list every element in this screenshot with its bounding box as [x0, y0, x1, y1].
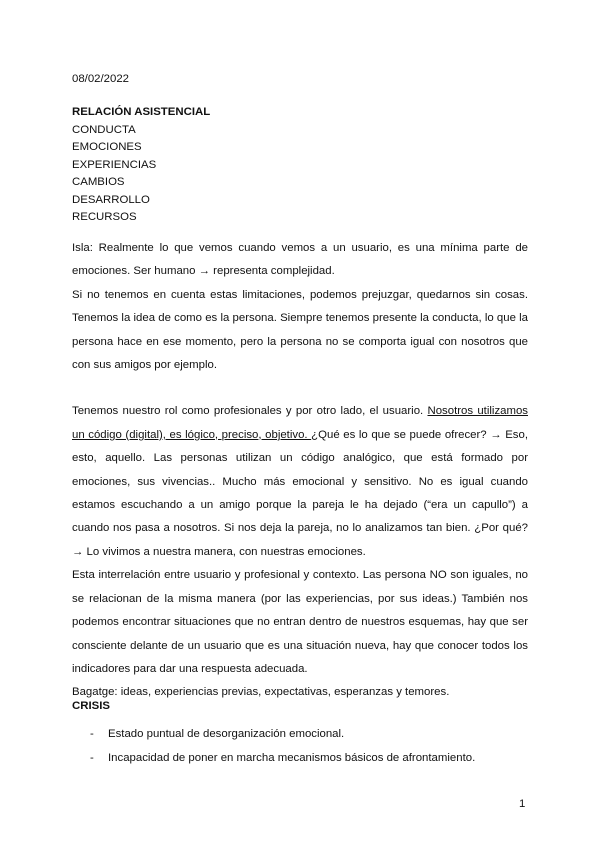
underlined-text: Nosotros utilizamos un código (digital), es lógico, preciso, objetivo.: [72, 405, 528, 441]
list-item: - Estado puntual de desorganización emocional.: [72, 722, 475, 746]
paragraph-bagatge: Bagatge: ideas, experiencias previas, expectativas, esperanzas y temores.: [72, 686, 450, 699]
crisis-heading: CRISIS: [72, 700, 110, 712]
body-text: [72, 237, 528, 705]
topic-item: RECURSOS: [72, 211, 137, 223]
page-number: 1: [519, 798, 526, 810]
topic-item: EXPERIENCIAS: [72, 158, 157, 171]
paragraph-rol-rest: ¿Qué es lo que se puede ofrecer? → Eso, esto, aquello. Las personas utilizan un código analógico, que está formado por emociones, sus vivencias.. Mucho más emocional y sensitivo. No es igual cuando estamos escuchando a un amigo porque la pareja le ha dejado (“era un capullo”) a cuando nos pasa a nosotros. Si nos deja la pareja, no lo analizamos tan bien. ¿Por qué? → Lo vivimos a nuestra manera, con nuestras emociones.: [72, 428, 528, 558]
paragraph-isla: Isla: Realmente lo que vemos cuando vemos a un usuario, es una mínima parte de emociones. Ser humano → representa complejidad.: [72, 242, 528, 278]
crisis-list: [72, 722, 475, 770]
paragraph-gap: [72, 377, 528, 400]
paragraph-rol-start: Tenemos nuestro rol como profesionales y por otro lado, el usuario.: [72, 405, 428, 418]
topic-item: CONDUCTA: [72, 123, 136, 136]
paragraph-rol: [72, 400, 528, 564]
topic-item: CAMBIOS: [72, 176, 125, 188]
topic-item: EMOCIONES: [72, 141, 142, 153]
paragraph-interrelacion: Esta interrelación entre usuario y profesional y contexto. Las persona NO son iguales, no se relacionan de la misma manera (por las experiencias, por sus ideas.) También nos podemos encontrar situaciones que no entran dentro de nuestros esquemas, hay que ser consciente delante de un usuario que es una situación nueva, hay que conocer todos los indicadores para dar una respuesta adecuada.: [72, 569, 528, 675]
list-item: - Incapacidad de poner en marcha mecanismos básicos de afrontamiento.: [72, 746, 475, 770]
paragraph-limitaciones: Si no tenemos en cuenta estas limitaciones, podemos prejuzgar, quedarnos sin cosas. Tenemos la idea de como es la persona. Siempre tenemos presente la conducta, lo que la persona hace en ese momento, pero la persona no se comporta igual con nosotros que con sus amigos por ejemplo.: [72, 288, 528, 372]
section-title: RELACIÓN ASISTENCIAL: [72, 106, 211, 118]
document-date: 08/02/2022: [72, 73, 130, 85]
topic-item: DESARROLLO: [72, 193, 150, 206]
topic-list: [72, 104, 210, 227]
